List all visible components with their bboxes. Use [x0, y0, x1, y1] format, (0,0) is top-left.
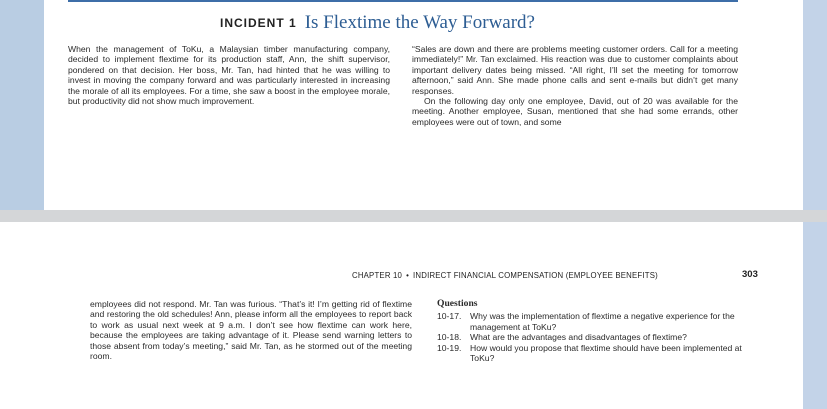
incident-text-continued — [90, 299, 412, 361]
right-margin-band — [803, 0, 827, 210]
page-number: 303 — [742, 269, 758, 280]
question-item — [437, 332, 747, 342]
question-text: How would you propose that flextime should have been implemented at ToKu? — [470, 342, 742, 364]
question-item — [437, 343, 747, 364]
page-gap — [0, 210, 827, 222]
question-number: 10-18. — [437, 332, 462, 343]
question-item — [437, 311, 747, 332]
paragraph: When the management of ToKu, a Malaysian timber manufacturing company, decided to implement flextime for its production staff, Ann, the shift supervisor, pondered on that decision. Her boss, Mr. Tan, had hinted that he was willing to invest in moving the company forward and was particularly interested in increasing the morale of all its employees. For a time, she saw a boost in the employee morale, but productivity did not show much improvement. — [68, 44, 390, 107]
questions-heading: Questions — [437, 298, 478, 309]
incident-text-left-column — [68, 44, 390, 106]
bullet-separator: • — [406, 271, 410, 280]
left-margin-band — [0, 0, 44, 210]
right-margin-band-bottom — [803, 222, 827, 409]
question-number: 10-17. — [437, 311, 462, 322]
question-number: 10-19. — [437, 342, 462, 353]
chapter-label: CHAPTER 10 — [352, 271, 403, 280]
questions-section — [437, 299, 747, 363]
running-head — [352, 271, 658, 280]
top-rule — [68, 0, 738, 2]
question-text: What are the advantages and disadvantages of flextime? — [470, 332, 687, 343]
incident-label: INCIDENT 1 — [220, 16, 297, 30]
incident-title: Is Flextime the Way Forward? — [304, 12, 535, 33]
paragraph: On the following day only one employee, David, out of 20 was available for the meeting. Another employee, Susan, mentioned that she had some errands, other employees were out of town, and some — [412, 96, 738, 127]
chapter-title: INDIRECT FINANCIAL COMPENSATION (EMPLOYEE BENEFITS) — [413, 271, 658, 280]
paragraph: “Sales are down and there are problems meeting customer orders. Call for a meeting immediately!” Mr. Tan exclaimed. His reaction was due to customer complaints about important delivery dates being missed. “All right, I’ll set the meeting for tomorrow afternoon,” said Ann. She made phone calls and sent e-mails but didn’t get many responses. — [412, 44, 738, 96]
incident-heading — [220, 12, 535, 34]
paragraph: employees did not respond. Mr. Tan was furious. “That’s it! I’m getting rid of flextime and restoring the old schedules! Ann, please inform all the employees to report back to work as usual next week at 9 a.m. I don’t see how flextime can work here, because the employees are taking advantage of it. Please send warning letters to those absent from today’s meeting,” said Mr. Tan, as he stormed out of the meeting room. — [90, 299, 412, 362]
question-text: Why was the implementation of flextime a negative experience for the management at ToKu? — [470, 311, 735, 332]
incident-text-right-column — [412, 44, 738, 127]
